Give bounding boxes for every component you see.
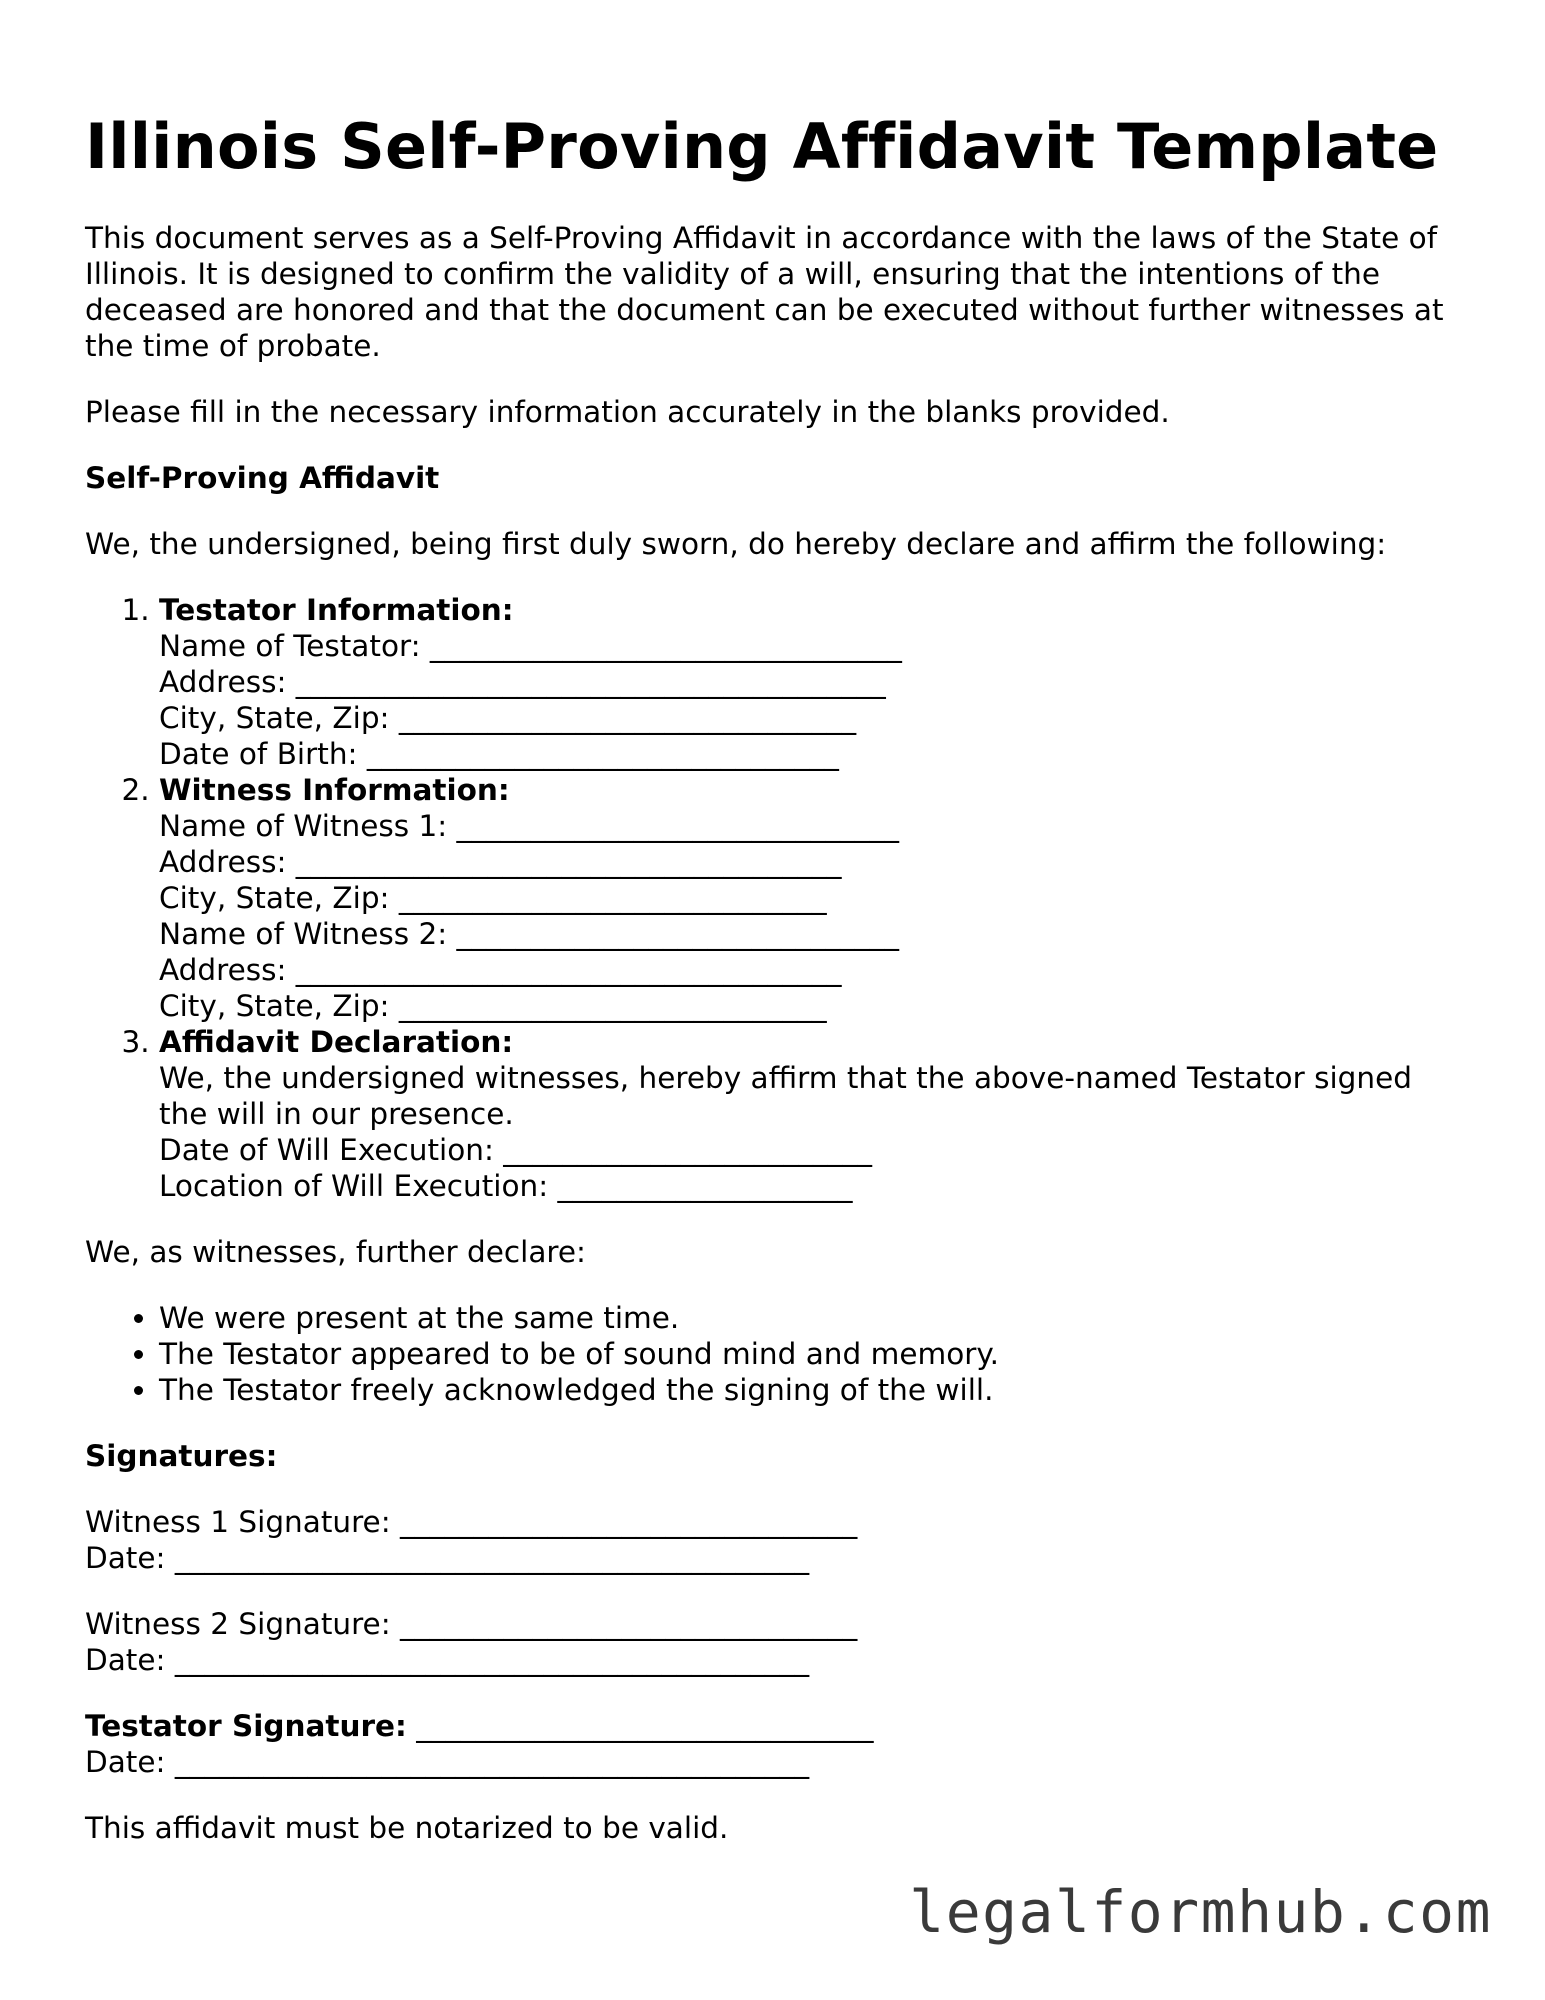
testator-signature-field[interactable]: [85, 1708, 1465, 1744]
watermark-text: legalformhub.com: [909, 1878, 1492, 1946]
document-body: [85, 220, 1465, 1846]
witness2-signature-block: [85, 1606, 1465, 1678]
testator-city-field[interactable]: City, State, Zip: _______________________________: [159, 701, 857, 735]
list-item: • The Testator freely acknowledged the signing of the will.: [159, 1372, 1465, 1408]
witness1-name-field[interactable]: Name of Witness 1: ______________________________: [159, 809, 900, 843]
list-item-testator: [159, 592, 1465, 772]
will-execution-location-field[interactable]: Location of Will Execution: ____________________: [159, 1169, 853, 1203]
list-item-witness: [159, 772, 1465, 1024]
page-title: Illinois Self-Proving Affidavit Template: [85, 110, 1439, 183]
witness-declarations-list: [85, 1300, 1465, 1408]
witness1-signature-field[interactable]: Witness 1 Signature: _______________________________: [85, 1505, 858, 1539]
will-execution-date-field[interactable]: Date of Will Execution: _________________________: [159, 1133, 873, 1167]
witness2-address-field[interactable]: Address: _____________________________________: [159, 953, 842, 987]
witness1-date-field[interactable]: Date: ___________________________________________: [85, 1541, 810, 1575]
affidavit-text: We, the undersigned witnesses, hereby affirm that the above-named Testator signed the will in our presence.: [159, 1061, 1412, 1131]
intro-paragraph: This document serves as a Self-Proving Affidavit in accordance with the laws of the State of Illinois. It is designed to confirm the validity of a will, ensuring that the intentions of the deceased are honored and that the document can be executed without further witnesses at the time of probate.: [85, 221, 1444, 363]
signatures-heading: Signatures:: [85, 1439, 278, 1473]
further-declare-paragraph: We, as witnesses, further declare:: [85, 1235, 586, 1269]
testator-signature-label: Testator Signature:: [85, 1709, 407, 1743]
testator-heading: 1. Testator Information:: [159, 593, 514, 627]
declaration-paragraph: We, the undersigned, being first duly sworn, do hereby declare and affirm the following:: [85, 527, 1387, 561]
testator-address-field[interactable]: Address: ________________________________________: [159, 665, 886, 699]
list-item: • We were present at the same time.: [159, 1300, 1465, 1336]
witness2-city-field[interactable]: City, State, Zip: _____________________________: [159, 989, 827, 1023]
instruction-paragraph: Please fill in the necessary information accurately in the blanks provided.: [85, 395, 1170, 429]
witness-heading: 2. Witness Information:: [159, 773, 510, 807]
testator-date-field[interactable]: Date: ___________________________________________: [85, 1745, 810, 1779]
list-item-affidavit: [159, 1024, 1465, 1204]
section-heading: Self-Proving Affidavit: [85, 461, 440, 495]
testator-dob-field[interactable]: Date of Birth: ________________________________: [159, 737, 839, 771]
witness1-address-field[interactable]: Address: _____________________________________: [159, 845, 842, 879]
testator-signature-line: _______________________________: [406, 1709, 874, 1743]
testator-name-field[interactable]: Name of Testator: ________________________________: [159, 629, 902, 663]
affidavit-heading: 3. Affidavit Declaration:: [159, 1025, 514, 1059]
testator-signature-block: [85, 1708, 1465, 1780]
witness2-date-field[interactable]: Date: ___________________________________________: [85, 1643, 810, 1677]
witness1-signature-block: [85, 1504, 1465, 1576]
witness2-signature-field[interactable]: Witness 2 Signature: _______________________________: [85, 1607, 858, 1641]
list-item: • The Testator appeared to be of sound mind and memory.: [159, 1336, 1465, 1372]
witness1-city-field[interactable]: City, State, Zip: _____________________________: [159, 881, 827, 915]
affidavit-items-list: [85, 592, 1465, 1204]
witness2-name-field[interactable]: Name of Witness 2: ______________________________: [159, 917, 900, 951]
notarize-note: This affidavit must be notarized to be valid.: [85, 1811, 729, 1845]
